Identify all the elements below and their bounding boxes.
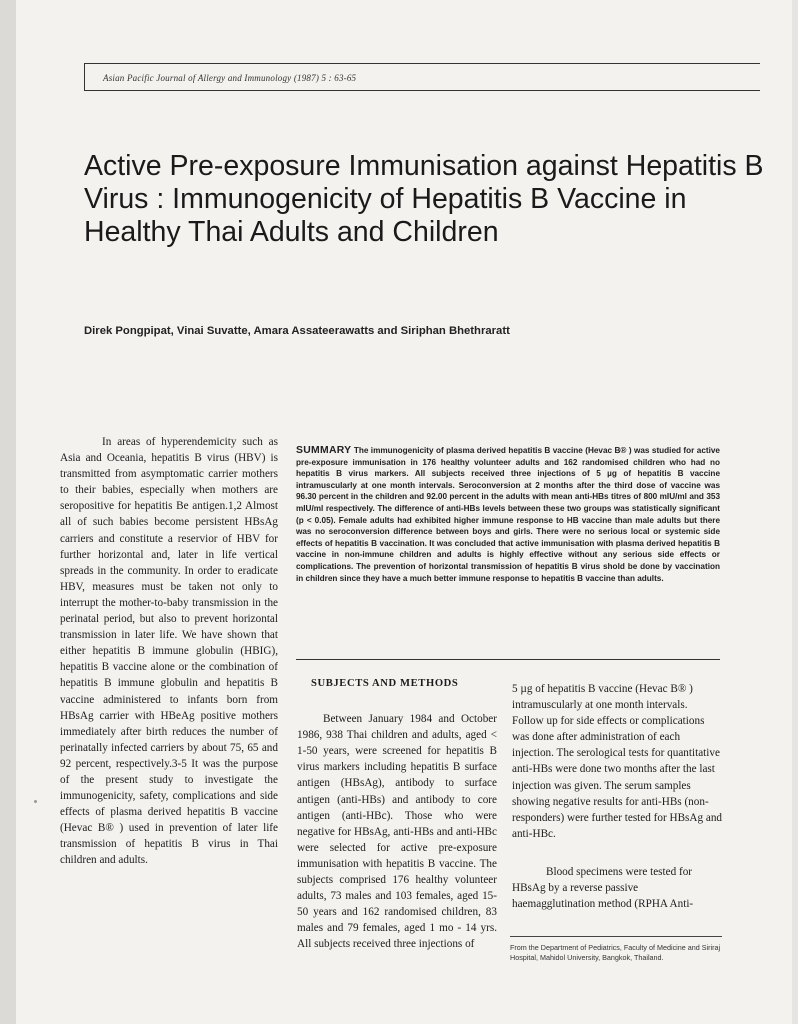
methods-paragraph-3: Blood specimens were tested for HBsAg by a reverse passive haemagglutination method (RPHA Anti- [512,865,694,911]
summary-label: SUMMARY [296,445,352,456]
methods-column-1 [297,676,497,953]
journal-header [84,63,760,91]
scan-right-edge [792,0,798,1024]
methods-paragraph-2: 5 µg of hepatitis B vaccine (Hevac B® ) intramuscularly at one month intervals. Follow up for side effects or complications was done after administration of each injection. The serological tests for quantitative anti-HBs were done two months after the last injection was given. The serum samples showing negative results for anti-HBs (non-responders) were further tested for HBsAg and anti-HBc. [512,683,723,840]
journal-citation: Asian Pacific Journal of Allergy and Immunology (1987) 5 : 63-65 [103,73,357,83]
methods-heading: SUBJECTS AND METHODS [311,678,459,689]
scan-speck [34,800,37,803]
affiliation-footnote: From the Department of Pediatrics, Faculty of Medicine and Siriraj Hospital, Mahidol University, Bangkok, Thailand. [510,943,721,962]
footnote-divider [510,936,722,937]
article-title: Active Pre-exposure Immunisation against Hepatitis B Virus : Immunogenicity of Hepatitis B Vaccine in Healthy Thai Adults and Children [84,150,764,248]
summary-text: The immunogenicity of plasma derived hepatitis B vaccine (Hevac B® ) was studied for active pre-exposure immunisation in 176 healthy volunteer adults and 162 randomised children who had no hepatitis B virus markers. All subjects received three injections of 5 µg of hepatitis B vaccine intramuscularly at one month intervals. Seroconversion at 2 months after the third dose of vaccine was 96.30 percent in the children and 92.00 percent in the adults with mean anti-HBs titres of 800 mIU/ml and 353 mIU/ml respectively. The difference of anti-HBs levels between these two groups was statistically significant (p < 0.05). Female adults had exhibited higher immune response to HB vaccine than male adults but there was no seroconversion difference between boys and girls. There were no serious local or systemic side effects of hepatitis B vaccination. It was concluded that active immunisation with plasma derived hepatitis B vaccine in non-immune children and adults is highly effective without any serious side effects or complications. The prevention of horizontal transmission of hepatitis B virus shold be done by vaccination in children since they have a much better immune response to hepatitis B vaccine than adults. [296,446,720,583]
methods-column-2 [512,681,722,927]
summary-divider [296,659,720,660]
author-list: Direk Pongpipat, Vinai Suvatte, Amara Assateerawatts and Siriphan Bhethraratt [84,325,510,337]
summary-abstract [296,445,720,584]
intro-paragraph: In areas of hyperendemicity such as Asia and Oceania, hepatitis B virus (HBV) is transmitted from asymptomatic carrier mothers to their babies, especially when mothers are seropositive for hepatitis Be antigen.1,2 Almost all of such babies become persistent HBsAg carriers and constitute a reservior of HBV for further horizontal and, later in life vertical spreads in the community. In order to eradicate HBV, measures must be taken not only to interrupt the mother-to-baby transmission in the perinatal period, but also to prevent horizontal transmission in later life. We have shown that either hepatitis B immune globulin (HBIG), hepatitis B vaccine alone or the combination of hepatitis B immune globulin and hepatitis B vaccine administered to infants born from HBsAg carrier with HBeAg positive mothers immediately after birth reduces the number of perinatally infected carriers by about 75, 65 and 92 percent, respectively.3-5 It was the purpose of the present study to investigate the immunogenicity, safety, complications and side effects of plasma derived hepatitis B vaccine (Hevac B® ) used in prevention of later life transmission of hepatitis B virus in Thai children and adults. [60,436,278,867]
intro-column [60,434,278,869]
scan-left-edge [0,0,16,1024]
methods-paragraph-1: Between January 1984 and October 1986, 938 Thai children and adults, aged < 1-50 years, were screened for hepatitis B virus markers including hepatitis B surface antigen (HBsAg), antibody to surface antigen (anti-HBs) and antibody to core antigen (anti-HBc). Those who were negative for HBsAg, anti-HBs and anti-HBc were selected for active pre-exposure immunisation with hepatitis B vaccine. The subjects comprised 176 healthy volunteer adults, 73 males and 103 females, aged 15-50 years and 162 randomised children, 83 males and 79 females, aged 1 mo - 14 yrs. All subjects received three injections of [297,713,497,951]
